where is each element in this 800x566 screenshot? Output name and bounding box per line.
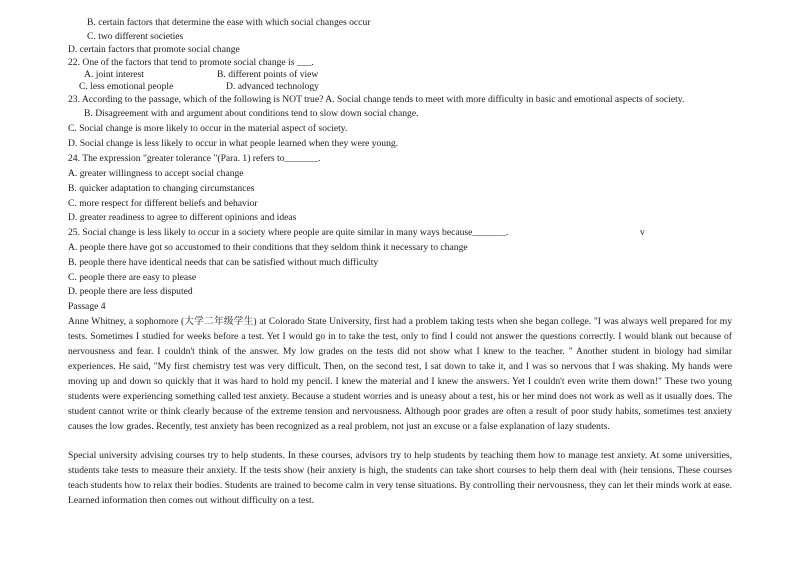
q23-number: 23. xyxy=(68,94,80,105)
q23-question xyxy=(68,94,684,106)
q22-option-d: D. advanced technology xyxy=(226,81,319,92)
q21-option-b: B. certain factors that determine the ease with which social changes occur xyxy=(87,17,371,28)
passage-title: Passage 4 xyxy=(68,301,106,312)
passage-paragraph-1: Anne Whitney, a sophomore (大学二年级学生) at Colorado State University, first had a problem taking tests when she began college. "I was always well prepared for my tests. Sometimes I studied for weeks before a test. Yet I would go in to take the test, only to find I could not answer the questions correctly. I would blank out because of nervousness and fear. I couldn't think of the answer. My low grades on the tests did not show what I knew to the teacher. " Another student in biology had similar experiences. He said, "My first chemistry test was very difficult. Then, on the second test, I sat down to take it, and I was so nervous that I was shaking. My hands were moving up and down so quickly that it was hard to hold my pencil. I knew the material and I knew the answers. Yet I couldn't even write them down!" These two young students were experiencing something called test anxiety. Because a student worries and is uneasy about a test, his or her mind does not work as well as it usually does. The student cannot write or think clearly because of the extreme tension and nervousness. Although poor grades are often a result of poor study habits, sometimes test anxiety causes the low grades. Recently, test anxiety has been recognized as a real problem, not just an excuse or a false explanation of lazy students. xyxy=(68,316,732,432)
q25-option-a: A. people there have got so accustomed to their conditions that they seldom think it necessary to change xyxy=(68,242,468,253)
q24-option-b: B. quicker adaptation to changing circumstances xyxy=(68,183,255,194)
q25-option-d: D. people there are less disputed xyxy=(68,286,193,297)
q24-question: 24. The expression "greater tolerance "(Para. 1) refers to_______. xyxy=(68,153,321,164)
q22-stem: One of the factors that tend to promote social change is ___. xyxy=(82,57,314,68)
q25-option-b: B. people there have identical needs that can be satisfied without much difficulty xyxy=(68,257,379,268)
q23-option-c: C. Social change is more likely to occur in the material aspect of society. xyxy=(68,123,348,134)
q23-stem: According to the passage, which of the following is NOT true? A. Social change tends to meet with more difficulty in basic and emotional aspects of society. xyxy=(81,94,685,105)
q24-option-c: C. more respect for different beliefs and behavior xyxy=(68,198,258,209)
q21-option-d: D. certain factors that promote social change xyxy=(68,44,240,55)
passage-paragraph-2: Special university advising courses try to help students. In these courses, advisors try to help students by teaching them how to manage test anxiety. At some universities, students take tests to measure their anxiety. If the tests show (heir anxiety is high, the students can take short courses to help them deal with (heir tensions. These courses teach students how to relax their bodies. Students are trained to become calm in very tense situations. By controlling their nervousness, they can let their minds work at ease. Learned information then comes out without difficulty on a test. xyxy=(68,450,732,506)
q21-option-c: C. two different societies xyxy=(87,31,184,42)
stray-mark: v xyxy=(640,227,645,238)
q25-question: 25. Social change is less likely to occur in a society where people are quite similar in many ways because_______. xyxy=(68,227,509,238)
q23-option-d: D. Social change is less likely to occur in what people learned when they were young. xyxy=(68,138,399,149)
q23-option-b: B. Disagreement with and argument about conditions tend to slow down social change. xyxy=(84,108,419,119)
q22-number: 22. xyxy=(68,57,80,68)
q25-option-c: C. people there are easy to please xyxy=(68,272,197,283)
q22-option-a: A. joint interest xyxy=(84,69,144,80)
q22-option-c: C. less emotional people xyxy=(79,81,174,92)
q24-option-a: A. greater willingness to accept social change xyxy=(68,168,244,179)
q24-option-d: D. greater readiness to agree to different opinions and ideas xyxy=(68,212,297,223)
q22-question xyxy=(68,57,314,69)
q22-option-b: B. different points of view xyxy=(217,69,319,80)
